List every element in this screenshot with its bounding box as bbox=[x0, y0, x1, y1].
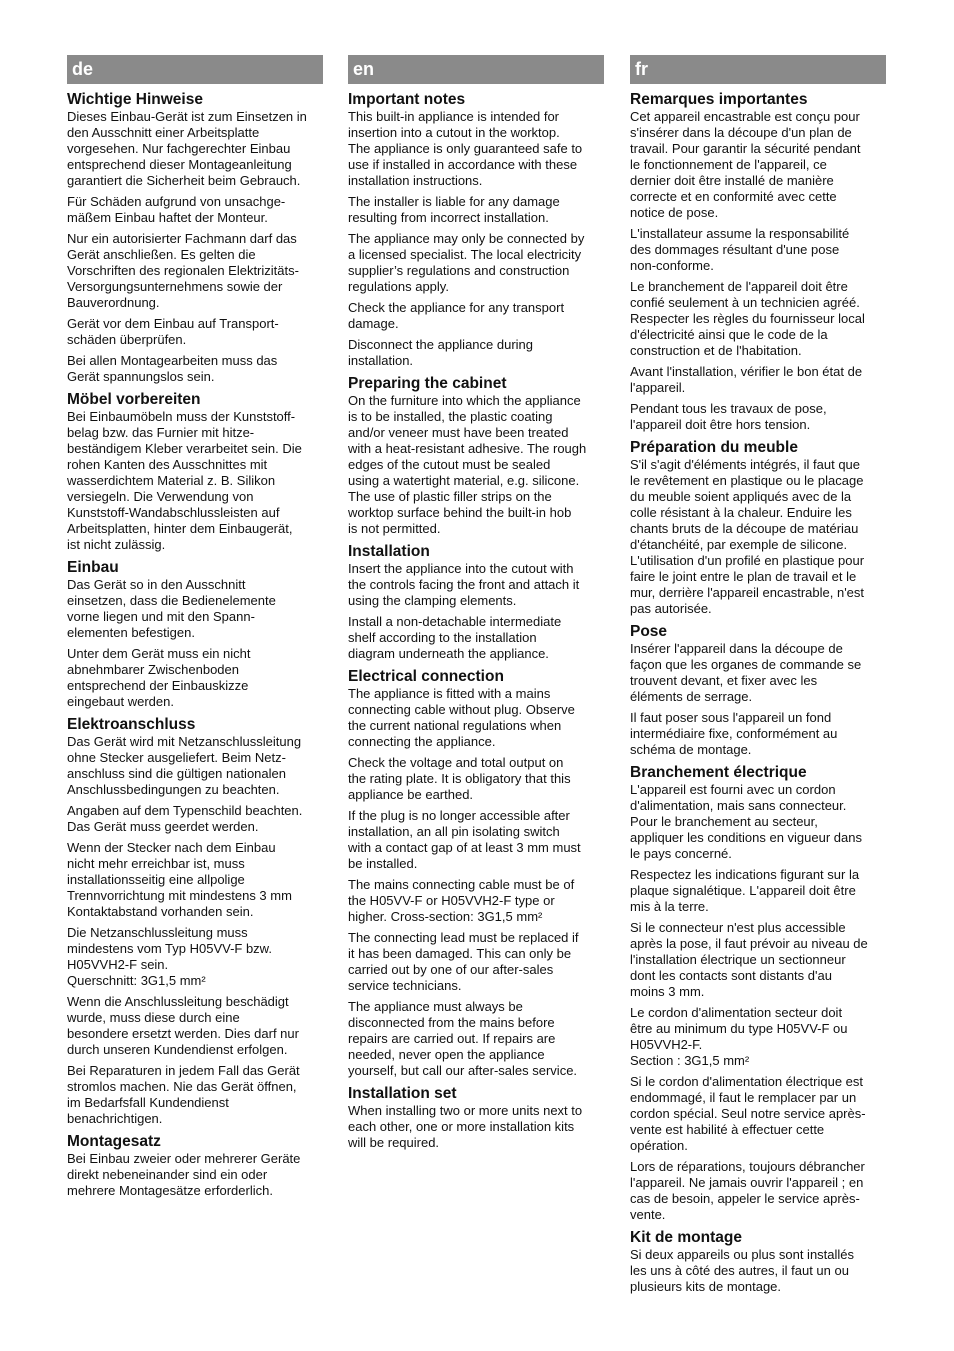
section-heading: Préparation du meuble bbox=[630, 439, 798, 456]
section-heading: Montagesatz bbox=[67, 1133, 161, 1150]
section bbox=[630, 439, 886, 617]
column-en bbox=[348, 55, 604, 1151]
section-paragraph: Das Gerät wird mit Netzanschlussleitung ohne Stecker ausgeliefert. Beim Netz- anschluss sind die gültigen nationalen Anschlussbedingungen zu beachten. bbox=[67, 734, 302, 797]
section-heading: Installation bbox=[348, 543, 430, 560]
section-paragraph: Check the voltage and total output on the rating plate. It is obligatory that this appliance be earthed. bbox=[348, 755, 571, 802]
section-paragraph: Die Netzanschlussleitung muss mindestens vom Typ H05VV-F bzw. H05VVH2-F sein. Querschnitt: 3G1,5 mm² bbox=[67, 925, 272, 988]
section-paragraph: L'appareil est fourni avec un cordon d'alimentation, mais sans connecteur. Pour le branchement au secteur, appliquer les conditions en vigueur dans le pays concerné. bbox=[630, 782, 862, 861]
section-paragraph: If the plug is no longer accessible after installation, an all pin isolating switch with a contact gap of at least 3 mm must be installed. bbox=[348, 808, 581, 871]
section-paragraph: Insert the appliance into the cutout with the controls facing the front and attach it using the clamping elements. bbox=[348, 561, 580, 608]
section bbox=[67, 91, 323, 385]
section-paragraph: Bei allen Montagearbeiten muss das Gerät spannungslos sein. bbox=[67, 353, 278, 384]
section bbox=[348, 543, 604, 662]
section-paragraph: Il faut poser sous l'appareil un fond intermédiaire fixe, conformément au schéma de montage. bbox=[630, 710, 838, 757]
section-paragraph: This built-in appliance is intended for insertion into a cutout in the worktop. The appliance is only guaranteed safe to use if installed in accordance with these installation instructions. bbox=[348, 109, 583, 188]
section-paragraph: Bei Einbau zweier oder mehrerer Geräte direkt nebeneinander sind ein oder mehrere Montagesätze erforderlich. bbox=[67, 1151, 301, 1198]
section-paragraph: Respectez les indications figurant sur la plaque signalétique. L'appareil doit être mis à la terre. bbox=[630, 867, 860, 914]
section-paragraph: Bei Reparaturen in jedem Fall das Gerät stromlos machen. Nie das Gerät öffnen, im Bedarfsfall Kundendienst benachrichtigen. bbox=[67, 1063, 300, 1126]
section-paragraph: Disconnect the appliance during installation. bbox=[348, 337, 534, 368]
section bbox=[630, 91, 886, 433]
section-paragraph: The appliance is fitted with a mains connecting cable without plug. Observe the current national regulations when connecting the appliance. bbox=[348, 686, 575, 749]
section-paragraph: Si deux appareils ou plus sont installés les uns à côté des autres, il faut un ou plusieurs kits de montage. bbox=[630, 1247, 855, 1294]
section-heading: Kit de montage bbox=[630, 1229, 742, 1246]
section-heading: Branchement électrique bbox=[630, 764, 807, 781]
section-paragraph: The appliance may only be connected by a licensed specialist. The local electricity supplier’s regulations and construction regulations apply. bbox=[348, 231, 585, 294]
section bbox=[67, 559, 323, 710]
section bbox=[348, 668, 604, 1079]
section-paragraph: The installer is liable for any damage resulting from incorrect installation. bbox=[348, 194, 560, 225]
section-heading: Elektroanschluss bbox=[67, 716, 196, 733]
lang-header-de: de bbox=[67, 55, 323, 84]
section-heading: Electrical connection bbox=[348, 668, 504, 685]
section-paragraph: Für Schäden aufgrund von unsachge- mäßem Einbau haftet der Monteur. bbox=[67, 194, 286, 225]
column-fr bbox=[630, 55, 886, 1295]
section-paragraph: The connecting lead must be replaced if it has been damaged. This can only be carried out by one of our after-sales service technicians. bbox=[348, 930, 579, 993]
section bbox=[630, 1229, 886, 1295]
column-de bbox=[67, 55, 323, 1199]
section-paragraph: Check the appliance for any transport damage. bbox=[348, 300, 565, 331]
section-paragraph: On the furniture into which the appliance is to be installed, the plastic coating and/or veneer must have been treated with a heat-resistant adhesive. The rough edges of the cutout must be sealed using a watertight material, e.g. silicone. The use of plastic filler strips on the worktop surface behind the built-in hob is not permitted. bbox=[348, 393, 587, 536]
section-paragraph: Si le connecteur n'est plus accessible après la pose, il faut prévoir au niveau de l'installation électrique un sectionneur dont les contacts sont distants d'au moins 3 mm. bbox=[630, 920, 868, 999]
section-paragraph: Lors de réparations, toujours débrancher l'appareil. Ne jamais ouvrir l'appareil ; en cas de besoin, appeler le service après- vente. bbox=[630, 1159, 865, 1222]
column-content-fr bbox=[630, 84, 886, 1295]
section-paragraph: Le branchement de l'appareil doit être confié seulement à un technicien agréé. Respecter les règles du fournisseur local d'électricité ainsi que le code de la construction et de l'habitation. bbox=[630, 279, 865, 358]
section-paragraph: Le cordon d'alimentation secteur doit être au minimum du type H05VV-F ou H05VVH2-F. Section : 3G1,5 mm² bbox=[630, 1005, 848, 1068]
section-heading: Installation set bbox=[348, 1085, 457, 1102]
section-paragraph: Wenn die Anschlussleitung beschädigt wurde, muss diese durch eine besondere ersetzt werden. Dies darf nur durch unseren Kundendienst erfolgen. bbox=[67, 994, 299, 1057]
section-heading: Remarques importantes bbox=[630, 91, 808, 108]
column-content-en bbox=[348, 84, 604, 1151]
section-paragraph: Das Gerät so in den Ausschnitt einsetzen, dass die Bedienelemente vorne liegen und mit den Spann- elementen befestigen. bbox=[67, 577, 276, 640]
section-paragraph: Pendant tous les travaux de pose, l'appareil doit être hors tension. bbox=[630, 401, 827, 432]
section-heading: Important notes bbox=[348, 91, 466, 108]
section-heading: Preparing the cabinet bbox=[348, 375, 507, 392]
section-paragraph: Bei Einbaumöbeln muss der Kunststoff- belag bzw. das Furnier mit hitze- beständigem Kleber verarbeitet sein. Die rohen Kanten des Ausschnittes mit wasserdichtem Material z. B. Silikon versiegeln. Die Verwendung von Kunststoff-Wandabschlussleisten auf Arbeitsplatten, hinter dem Einbaugerät, ist nicht zulässig. bbox=[67, 409, 302, 552]
column-content-de bbox=[67, 84, 323, 1199]
section-paragraph: Unter dem Gerät muss ein nicht abnehmbarer Zwischenboden entsprechend der Einbauskizze eingebaut werden. bbox=[67, 646, 251, 709]
section bbox=[348, 91, 604, 369]
section bbox=[67, 1133, 323, 1199]
section-paragraph: Install a non-detachable intermediate shelf according to the installation diagram underneath the appliance. bbox=[348, 614, 562, 661]
lang-header-en: en bbox=[348, 55, 604, 84]
lang-header-fr: fr bbox=[630, 55, 886, 84]
section bbox=[348, 1085, 604, 1151]
section-heading: Wichtige Hinweise bbox=[67, 91, 203, 108]
section bbox=[67, 716, 323, 1127]
section-paragraph: When installing two or more units next to each other, one or more installation kits will be required. bbox=[348, 1103, 583, 1150]
section-paragraph: Dieses Einbau-Gerät ist zum Einsetzen in den Ausschnitt einer Arbeitsplatte vorgesehen. Nur fachgerechter Einbau entsprechend dieser Montageanleitung garantiert die Sicherheit beim Gebrauch. bbox=[67, 109, 307, 188]
section-paragraph: Avant l'installation, vérifier le bon état de l'appareil. bbox=[630, 364, 863, 395]
section-heading: Pose bbox=[630, 623, 668, 640]
section bbox=[67, 391, 323, 553]
section-paragraph: Wenn der Stecker nach dem Einbau nicht mehr erreichbar ist, muss installationsseitig eine allpolige Trennvorrichtung mit mindestens 3 mm Kontaktabstand vorhanden sein. bbox=[67, 840, 292, 919]
section-paragraph: S'il s'agit d'éléments intégrés, il faut que le revêtement en plastique ou le placage du meuble soient appliqués avec de la colle résistant à la chaleur. Enduire les chants bruts de la découpe de matériau d'étanchéité, par exemple de silicone. L'utilisation d'un profilé en plastique pour faire le joint entre le plan de travail et le mur, derrière l'appareil encastrable, n'est pas autorisée. bbox=[630, 457, 865, 616]
section-paragraph: Gerät vor dem Einbau auf Transport- schäden überprüfen. bbox=[67, 316, 279, 347]
section-paragraph: Si le cordon d'alimentation électrique est endommagé, il faut le remplacer par un cordon spécial. Seul notre service après- vente est habilité à effectuer cette opération. bbox=[630, 1074, 866, 1153]
section bbox=[348, 375, 604, 537]
section-paragraph: Nur ein autorisierter Fachmann darf das Gerät anschließen. Es gelten die Vorschriften des regionalen Elektrizitäts- Versorgungsunternehmens sowie der Bauverordnung. bbox=[67, 231, 299, 310]
section-paragraph: Cet appareil encastrable est conçu pour s'insérer dans la découpe d'un plan de travail. Pour garantir la sécurité pendant le fonctionnement de l'appareil, ce dernier doit être installé de manière correcte et en conformité avec cette notice de pose. bbox=[630, 109, 861, 220]
section-paragraph: L'installateur assume la responsabilité des dommages résultant d'une pose non-conforme. bbox=[630, 226, 850, 273]
section-heading: Einbau bbox=[67, 559, 119, 576]
section-paragraph: The mains connecting cable must be of the H05VV-F or H05VVH2-F type or higher. Cross-section: 3G1,5 mm² bbox=[348, 877, 575, 924]
section-paragraph: The appliance must always be disconnected from the mains before repairs are carried out. If repairs are needed, never open the appliance yourself, but call our after-sales service. bbox=[348, 999, 578, 1078]
section-heading: Möbel vorbereiten bbox=[67, 391, 201, 408]
section bbox=[630, 623, 886, 758]
section bbox=[630, 764, 886, 1223]
section-paragraph: Insérer l'appareil dans la découpe de façon que les organes de commande se trouvent devant, et fixer avec les éléments de serrage. bbox=[630, 641, 862, 704]
section-paragraph: Angaben auf dem Typenschild beachten. Das Gerät muss geerdet werden. bbox=[67, 803, 303, 834]
